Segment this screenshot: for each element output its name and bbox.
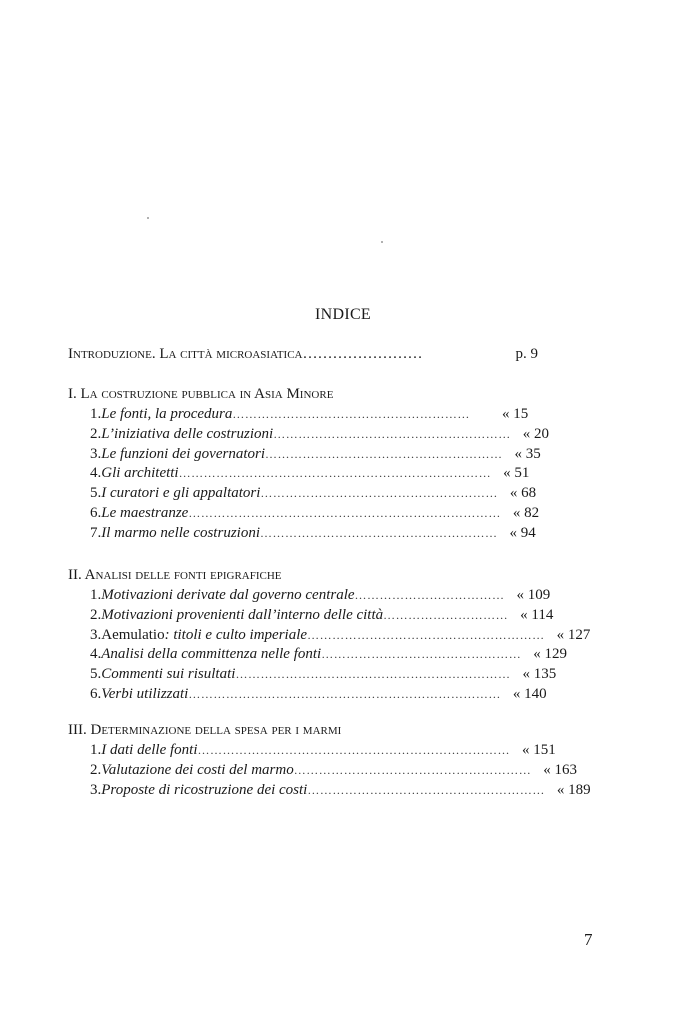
entry-page: « 68 [509, 485, 537, 502]
entry-page: « 163 [543, 761, 577, 778]
toc-entry [68, 405, 548, 425]
toc-entry [68, 741, 556, 761]
entry-number: 3. [90, 781, 102, 798]
dot-leader: ………………………………………………… [307, 782, 545, 797]
entry-page: « 135 [522, 666, 557, 683]
entry-number: 2. [90, 606, 102, 623]
entry-page: « 94 [509, 524, 536, 541]
entry-number: 5. [90, 485, 102, 502]
entry-number: 2. [90, 425, 102, 442]
entry-title: L’iniziativa delle costruzioni [101, 425, 274, 442]
dot-leader: …………………… [302, 346, 423, 362]
entry-title: Le maestranze [101, 504, 189, 521]
entry-title: Gli architetti [101, 465, 179, 482]
introduction-page: p. 9 [515, 346, 538, 362]
entry-title: Motivazioni provenienti dall’interno delle città [101, 606, 384, 623]
section-heading: III. Determinazione della spesa per i marmi [68, 722, 342, 738]
dot-leader: ………………………………………………… [273, 426, 511, 441]
entry-title-plain: Aemulatio [101, 626, 165, 643]
dot-leader: ………………………………………………………………… [188, 505, 501, 520]
paper-speck [381, 241, 383, 243]
entry-number: 5. [90, 666, 102, 683]
dot-leader: ………………………………………………………………… [178, 466, 492, 481]
entry-page: « 15 [502, 406, 529, 422]
entry-number: 1. [90, 587, 102, 603]
dot-leader: ………………………………………………… [260, 486, 498, 501]
entry-title [101, 626, 307, 646]
dot-leader: ………………………………………………… [293, 762, 532, 777]
entry-title: Motivazioni derivate dal governo centrale [101, 587, 355, 603]
entry-page: « 127 [556, 626, 591, 643]
dot-leader: ………………………………………………………………… [188, 686, 501, 701]
dot-leader: ………………………………………………………………… [197, 743, 510, 757]
entry-title: Le funzioni dei governatori [101, 445, 265, 462]
dot-leader: ………………………………………………… [307, 627, 545, 642]
entry-title: Le fonti, la procedura [101, 406, 233, 422]
toc-entry [68, 425, 548, 445]
entry-number: 4. [90, 646, 102, 663]
toc-entry [68, 606, 554, 626]
entry-number: 6. [90, 685, 102, 702]
entry-number: 2. [90, 761, 102, 778]
toc-entry [68, 761, 577, 781]
dot-leader: ………………………………………………… [232, 407, 470, 421]
introduction-entry [68, 346, 538, 363]
toc-entry [68, 665, 557, 685]
toc-entry [68, 781, 591, 801]
entry-page: « 129 [533, 646, 567, 663]
entry-page: « 189 [556, 781, 591, 798]
dot-leader: ………………………… [383, 607, 509, 622]
toc-entry [68, 626, 591, 646]
section-2 [68, 565, 591, 705]
paper-speck [147, 217, 149, 219]
section-heading: II. Analisi delle fonti epigrafiche [68, 567, 282, 583]
toc-entry [68, 504, 548, 524]
entry-page: « 82 [512, 504, 540, 521]
page-number: 7 [584, 930, 593, 949]
toc-entry [68, 464, 548, 484]
entry-number: 3. [90, 626, 102, 643]
section-1 [68, 384, 548, 544]
dot-leader: ………………………………………… [321, 647, 522, 662]
entry-page: « 109 [516, 587, 551, 603]
entry-page: « 51 [503, 465, 530, 482]
entry-title: Il marmo nelle costruzioni [101, 524, 260, 541]
entry-title: Verbi utilizzati [101, 685, 189, 702]
toc-entry [68, 685, 548, 705]
dot-leader: ………………………………………………… [265, 446, 503, 461]
dot-leader: ……………………………… [354, 588, 505, 602]
entry-page: « 35 [514, 445, 541, 462]
dot-leader: ………………………………………………………… [235, 667, 511, 682]
entry-title: Commenti sui risultati [101, 666, 236, 683]
section-heading: I. La costruzione pubblica in Asia Minore [68, 386, 334, 402]
entry-title: Proposte di ricostruzione dei costi [101, 781, 308, 798]
introduction-label: Introduzione. La città microasiatica [68, 346, 303, 362]
entry-page: « 114 [520, 606, 554, 623]
dot-leader: ………………………………………………… [260, 525, 498, 540]
entry-page: « 20 [522, 425, 549, 442]
toc-entry [68, 586, 551, 606]
entry-number: 7. [90, 524, 102, 541]
section-3 [68, 720, 591, 800]
entry-title-italic: : titoli e culto imperiale [164, 626, 308, 643]
index-title: INDICE [314, 306, 371, 323]
toc-entry [68, 445, 548, 465]
entry-title: I curatori e gli appaltatori [101, 485, 261, 502]
toc-entry [68, 645, 567, 665]
entry-number: 6. [90, 504, 102, 521]
entry-number: 1. [90, 742, 102, 758]
toc-entry [68, 524, 548, 544]
entry-title: Valutazione dei costi del marmo [101, 761, 294, 778]
entry-number: 1. [90, 406, 102, 422]
entry-title: Analisi della committenza nelle fonti [101, 646, 322, 663]
entry-page: « 140 [512, 685, 547, 702]
entry-number: 4. [90, 465, 102, 482]
entry-title: I dati delle fonti [101, 742, 198, 758]
entry-page: « 151 [521, 742, 556, 758]
entry-number: 3. [90, 445, 102, 462]
toc-entry [68, 484, 548, 504]
